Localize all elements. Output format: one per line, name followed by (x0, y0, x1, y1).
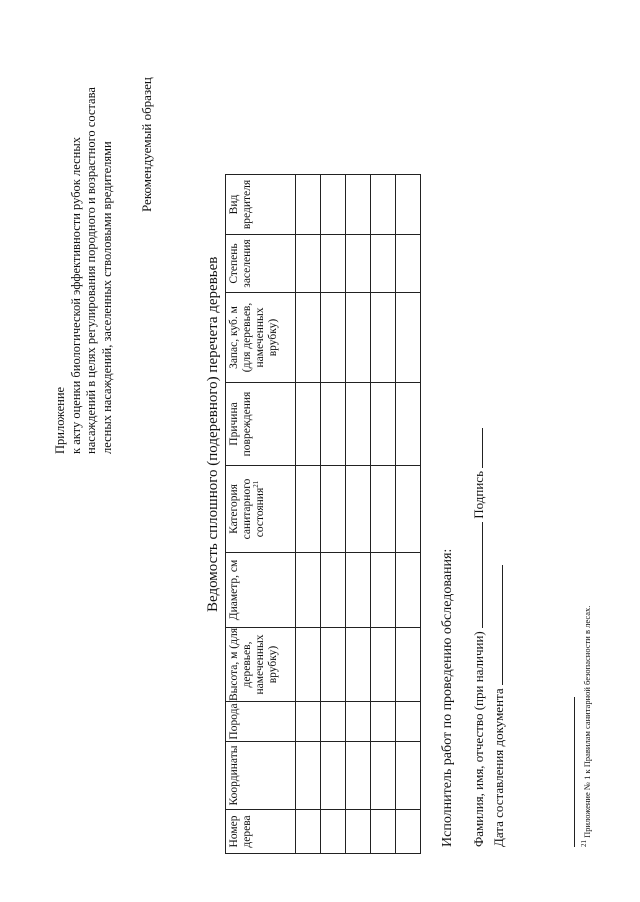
table-cell[interactable] (346, 466, 371, 553)
signature-label: Подпись (471, 470, 486, 519)
table-cell[interactable] (346, 175, 371, 235)
table-cell[interactable] (371, 742, 396, 810)
table-cell[interactable] (346, 553, 371, 628)
table-cell[interactable] (371, 466, 396, 553)
table-cell[interactable] (321, 235, 346, 293)
table-cell[interactable] (321, 466, 346, 553)
table-cell[interactable] (371, 628, 396, 702)
appendix-line-1: Приложение (53, 386, 67, 454)
footnote-text: Приложение № 1 к Правилам санитарной безопасности в лесах. (582, 605, 592, 838)
table-row (346, 175, 371, 854)
header-volume: Запас, куб. м (для деревьев, намеченных врубку) (226, 293, 296, 383)
header-coordinates: Координаты (226, 742, 296, 810)
header-pest-type: Вид вредителя (226, 175, 296, 235)
table-cell[interactable] (296, 702, 321, 742)
table-cell[interactable] (396, 383, 421, 466)
table-cell[interactable] (396, 293, 421, 383)
table-cell[interactable] (396, 702, 421, 742)
header-diameter: Диаметр, см (226, 553, 296, 628)
table-cell[interactable] (296, 742, 321, 810)
date-label: Дата составления документа (491, 688, 506, 847)
table-row (296, 175, 321, 854)
table-cell[interactable] (296, 810, 321, 854)
table-cell[interactable] (371, 383, 396, 466)
appendix-line-3: насаждений в целях регулирования породного и возрастного состава (84, 87, 98, 454)
header-species: Порода (226, 702, 296, 742)
table-cell[interactable] (321, 293, 346, 383)
table-cell[interactable] (396, 235, 421, 293)
table-cell[interactable] (321, 810, 346, 854)
header-damage-cause: Причина повреждения (226, 383, 296, 466)
header-infestation-degree: Степень заселения (226, 235, 296, 293)
table-cell[interactable] (346, 810, 371, 854)
appendix-header (53, 87, 115, 454)
footnote-mark: 21 (252, 480, 261, 488)
table-cell[interactable] (296, 628, 321, 702)
table-cell[interactable] (321, 383, 346, 466)
table-cell[interactable] (346, 383, 371, 466)
table-cell[interactable] (296, 466, 321, 553)
header-height: Высота, м (для деревьев, намеченных врубку) (226, 628, 296, 702)
table-cell[interactable] (321, 175, 346, 235)
appendix-line-4: лесных насаждений, заселенных стволовыми вредителями (99, 141, 114, 454)
table-header-row (226, 175, 296, 854)
table-cell[interactable] (321, 553, 346, 628)
fio-line (470, 428, 487, 847)
table-cell[interactable] (321, 702, 346, 742)
table-cell[interactable] (371, 175, 396, 235)
header-sanitary-category: Категория санитарного состояния$^{21}$ (226, 466, 296, 553)
table-cell[interactable] (296, 175, 321, 235)
table-cell[interactable] (396, 175, 421, 235)
table-cell[interactable] (296, 235, 321, 293)
table-body (296, 175, 421, 854)
signature-blank-line (470, 428, 483, 468)
footnote-number: 21 (580, 840, 589, 847)
table-cell[interactable] (346, 235, 371, 293)
table-cell[interactable] (371, 553, 396, 628)
date-line (490, 565, 507, 847)
table-cell[interactable] (321, 628, 346, 702)
table-cell[interactable] (346, 293, 371, 383)
table-cell[interactable] (371, 235, 396, 293)
table-title: Ведомость сплошного (подеревного) перечета деревьев (205, 256, 221, 612)
table-cell[interactable] (396, 553, 421, 628)
table-cell[interactable] (346, 742, 371, 810)
table-cell[interactable] (346, 702, 371, 742)
table-cell[interactable] (396, 742, 421, 810)
table-row (396, 175, 421, 854)
date-blank-line (490, 565, 503, 685)
table-cell[interactable] (321, 742, 346, 810)
table-row (371, 175, 396, 854)
header-tree-number: Номер дерева (226, 810, 296, 854)
table-cell[interactable] (371, 810, 396, 854)
fio-label: Фамилия, имя, отчество (при наличии) (471, 631, 486, 847)
table-cell[interactable] (396, 810, 421, 854)
footnote-divider (574, 697, 575, 847)
tree-survey-table (225, 174, 421, 854)
table-row (321, 175, 346, 854)
table-cell[interactable] (346, 628, 371, 702)
footnote (582, 606, 592, 847)
table-cell[interactable] (296, 553, 321, 628)
table-cell[interactable] (371, 293, 396, 383)
table-cell[interactable] (396, 628, 421, 702)
fio-blank-line (470, 522, 483, 628)
executor-heading: Исполнитель работ по проведению обследования: (440, 548, 455, 847)
table-cell[interactable] (396, 466, 421, 553)
appendix-line-2: к акту оценки биологической эффективности рубок лесных (68, 137, 83, 454)
table-cell[interactable] (371, 702, 396, 742)
table-cell[interactable] (296, 383, 321, 466)
table-cell[interactable] (296, 293, 321, 383)
sample-label: Рекомендуемый образец (139, 77, 154, 212)
